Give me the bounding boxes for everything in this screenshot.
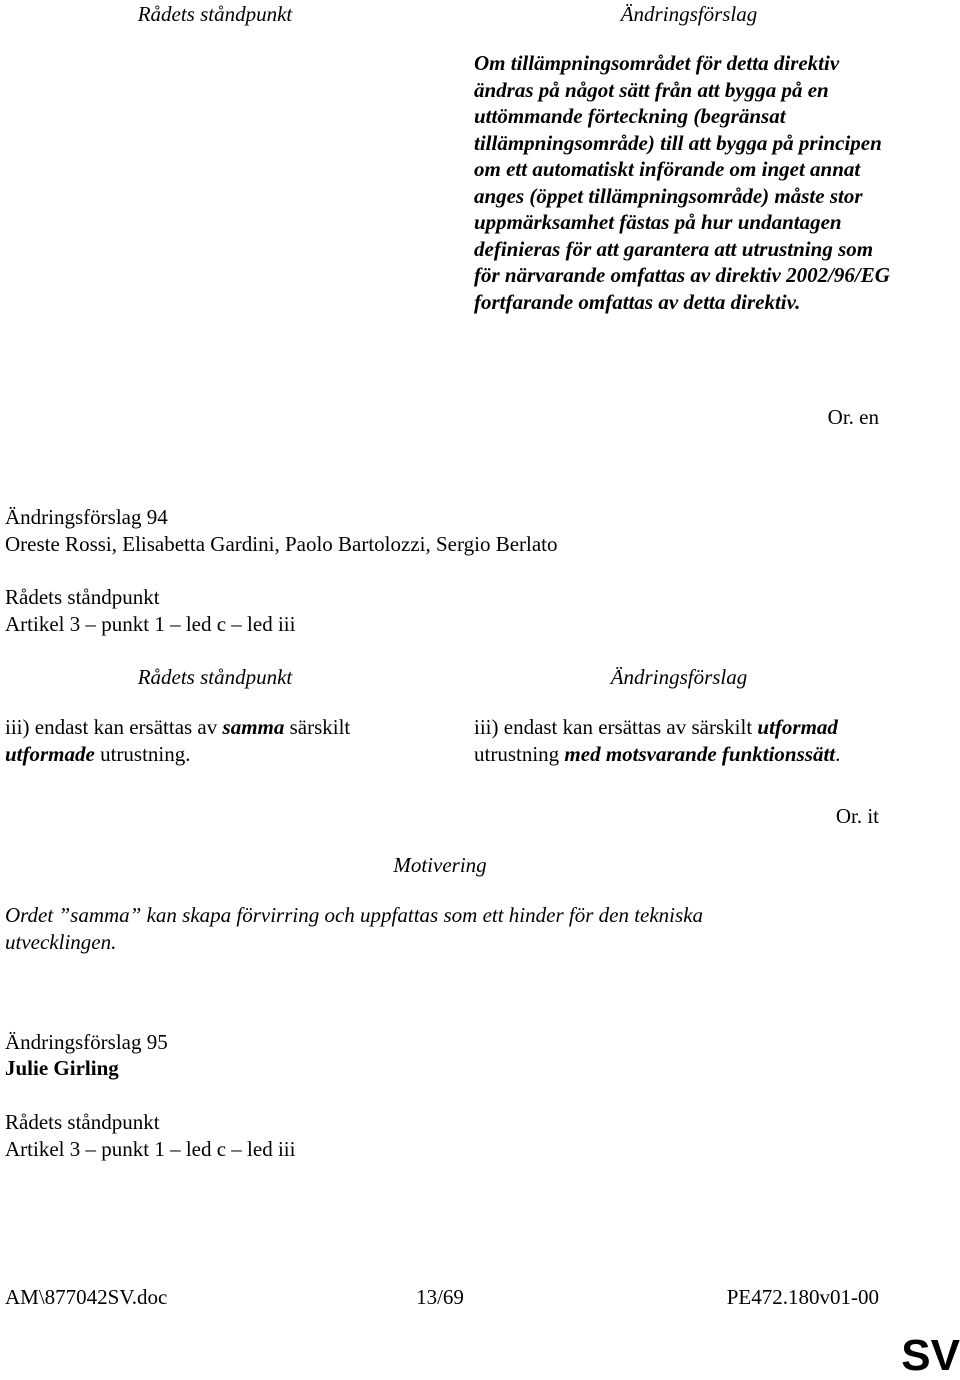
amendment-95-author: Julie Girling	[5, 1056, 119, 1080]
language-code-badge: SV	[901, 1331, 960, 1380]
amendment-94-article: Artikel 3 – punkt 1 – led c – led iii	[5, 612, 296, 636]
amendment-94-position: Rådets ståndpunkt	[5, 585, 160, 609]
or-language-en: Or. en	[827, 405, 879, 429]
emphasis: samma	[222, 715, 285, 739]
amendment-94-right-text: iii) endast kan ersättas av särskilt utformad utrustning med motsvarande funktionssätt.	[474, 715, 841, 766]
footer-reference: PE472.180v01-00	[726, 1285, 879, 1309]
amendment-95-position: Rådets ståndpunkt	[5, 1110, 160, 1134]
justification-text: Ordet ”samma” kan skapa förvirring och uppfattas som ett hinder för den tekniska utvecklingen.	[5, 903, 704, 954]
amendment-95-title: Ändringsförslag 95	[5, 1030, 168, 1054]
amendment-94-title: Ändringsförslag 94	[5, 505, 168, 529]
amendment-94-left-text: iii) endast kan ersättas av samma särskilt utformade utrustning.	[5, 715, 351, 766]
emphasis: utformade	[5, 741, 95, 766]
emphasis: utformad	[757, 715, 838, 739]
justification-heading: Motivering	[393, 853, 487, 877]
amendment-95-article: Artikel 3 – punkt 1 – led c – led iii	[5, 1137, 296, 1161]
footer-page-number: 13/69	[416, 1285, 464, 1309]
table1-right-header: Ändringsförslag	[620, 2, 758, 26]
amendment-94-right-header: Ändringsförslag	[610, 665, 748, 689]
table1-left-header: Rådets ståndpunkt	[137, 2, 293, 26]
amendment-94-left-header: Rådets ståndpunkt	[137, 665, 293, 689]
amendment-94-authors: Oreste Rossi, Elisabetta Gardini, Paolo Bartolozzi, Sergio Berlato	[5, 532, 558, 556]
footer-doc-id: AM\877042SV.doc	[5, 1285, 168, 1309]
table1-right-text: Om tillämpningsområdet för detta direktiv ändras på något sätt från att bygga på en uttömmande förteckning (begränsat tillämpningsområde) till att bygga på principen om ett automatiskt införande om inget annat anges (öppet tillämpningsområde) måste stor uppmärksamhet fästas på hur undantagen definieras för att garantera att utrustning som för närvarande omfattas av direktiv 2002/96/EG fortfarande omfattas av detta direktiv.	[474, 51, 890, 314]
or-language-it: Or. it	[835, 804, 879, 828]
emphasis: med motsvarande funktionssätt	[564, 741, 836, 766]
